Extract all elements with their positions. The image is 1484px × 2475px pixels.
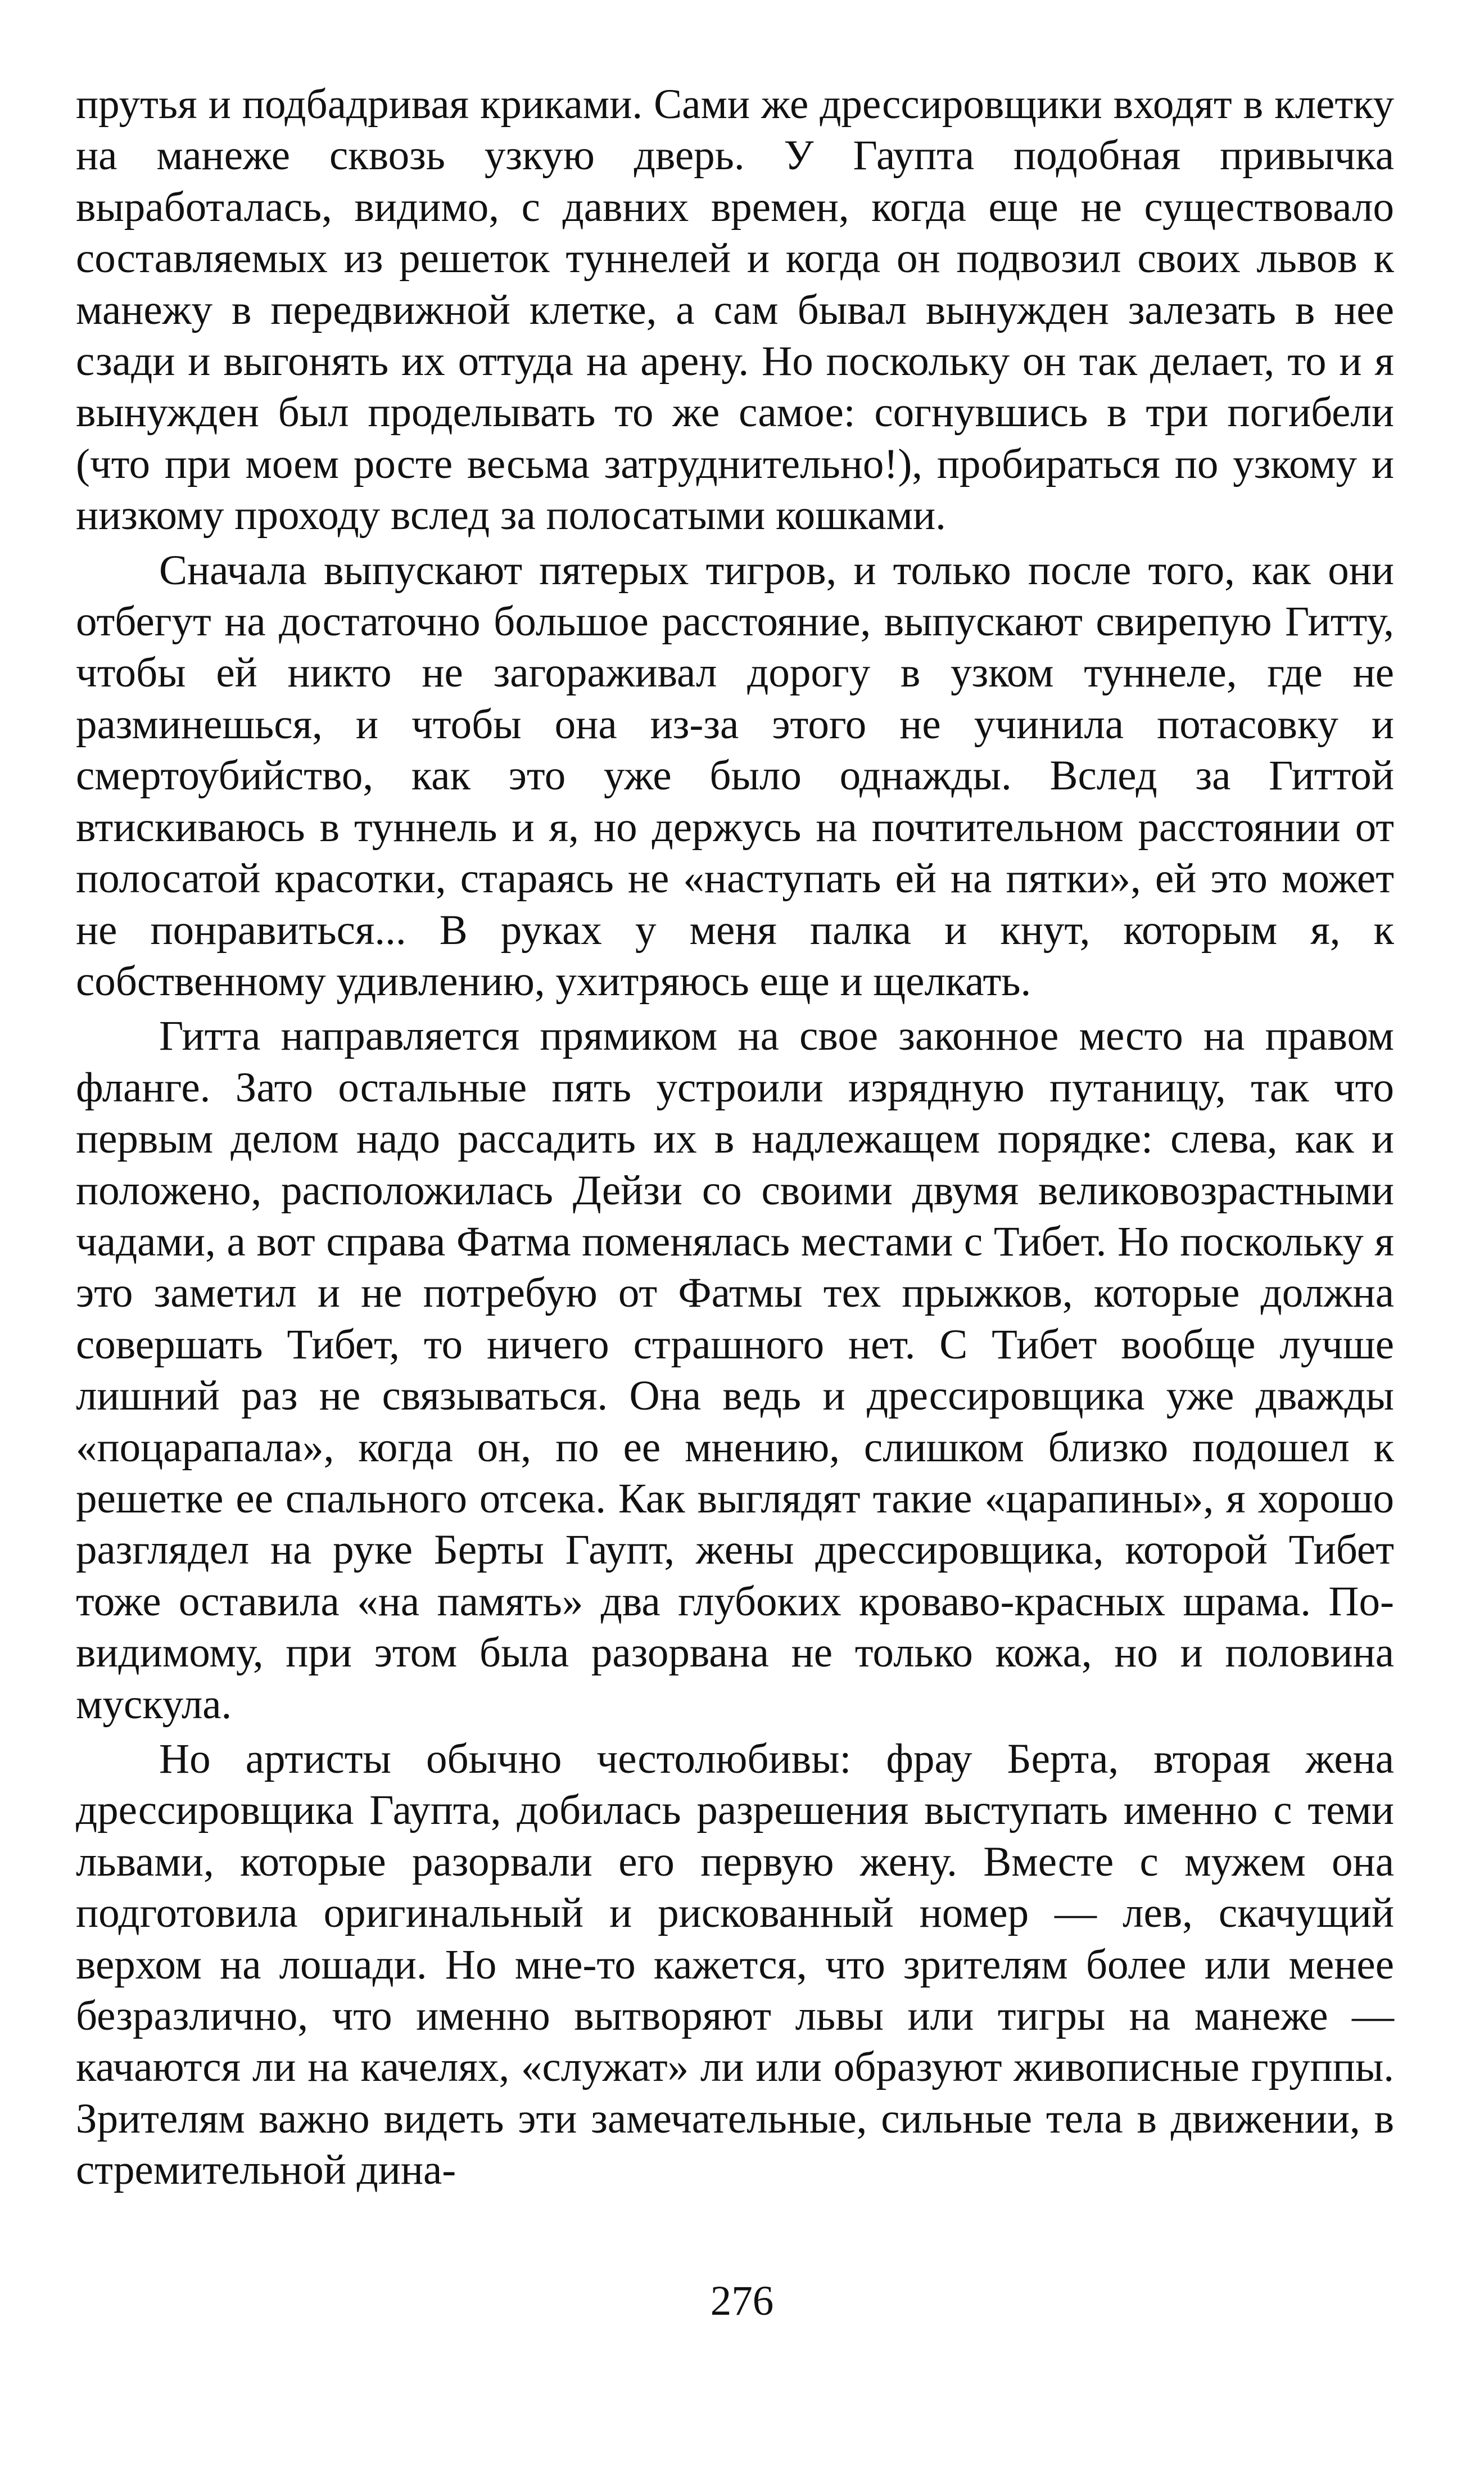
page-number: 276 (710, 2278, 774, 2324)
paragraph-4: Но артисты обычно честолюбивы: фрау Берта, вторая жена дрессировщика Гаупта, добилась разрешения выступать именно с теми львами, которые разорвали его первую жену. Вместе с мужем она подготовила оригинальный и рискованный номер — лев, скачущий верхом на лошади. Но мне-то кажется, что зрителям более или менее безразлично, что именно вытворяют львы или тигры на манеже — качаются ли на качелях, «служат» ли или образуют живописные группы. Зрителям важно видеть эти замечательные, сильные тела в движении, в стремительной дина- (76, 1736, 1394, 2194)
body-text (76, 79, 1394, 2196)
paragraph-3: Гитта направляется прямиком на свое законное место на правом фланге. Зато остальные пять устроили изрядную путаницу, так что первым делом надо рассадить их в надлежащем порядке: слева, как и положено, расположилась Дейзи со своими двумя великовозрастными чадами, а вот справа Фатма поменялась местами с Тибет. Но поскольку я это заметил и не потребую от Фатмы тех прыжков, которые должна совершать Тибет, то ничего страшного нет. С Тибет вообще лучше лишний раз не связываться. Она ведь и дрессировщика уже дважды «поцарапала», когда он, по ее мнению, слишком близко подошел к решетке ее спального отсека. Как выглядят такие «царапины», я хорошо разглядел на руке Берты Гаупт, жены дрессировщика, которой Тибет тоже оставила «на память» два глубоких кроваво-красных шрама. По-видимому, при этом была разорвана не только кожа, но и половина мускула. (76, 1013, 1394, 1728)
paragraph-2: Сначала выпускают пятерых тигров, и только после того, как они отбегут на достаточно большое расстояние, выпускают свирепую Гитту, чтобы ей никто не загораживал дорогу в узком туннеле, где не разминешься, и чтобы она из-за этого не учинила потасовку и смертоубийство, как это уже было однажды. Вслед за Гиттой втискиваюсь в туннель и я, но держусь на почтительном расстоянии от полосатой красотки, стараясь не «наступать ей на пятки», ей это может не понравиться... В руках у меня палка и кнут, которым я, к собственному удивлению, ухитряюсь еще и щелкать. (76, 547, 1394, 1005)
paragraph-1: прутья и подбадривая криками. Сами же дрессировщики входят в клетку на манеже сквозь узкую дверь. У Гаупта подобная привычка выработалась, видимо, с давних времен, когда еще не существовало составляемых из решеток туннелей и когда он подвозил своих львов к манежу в передвижной клетке, а сам бывал вынужден залезать в нее сзади и выгонять их оттуда на арену. Но поскольку он так делает, то и я вынужден был проделывать то же самое: согнувшись в три погибели (что при моем росте весьма затруднительно!), пробираться по узкому и низкому проходу вслед за полосатыми кошками. (76, 81, 1394, 539)
